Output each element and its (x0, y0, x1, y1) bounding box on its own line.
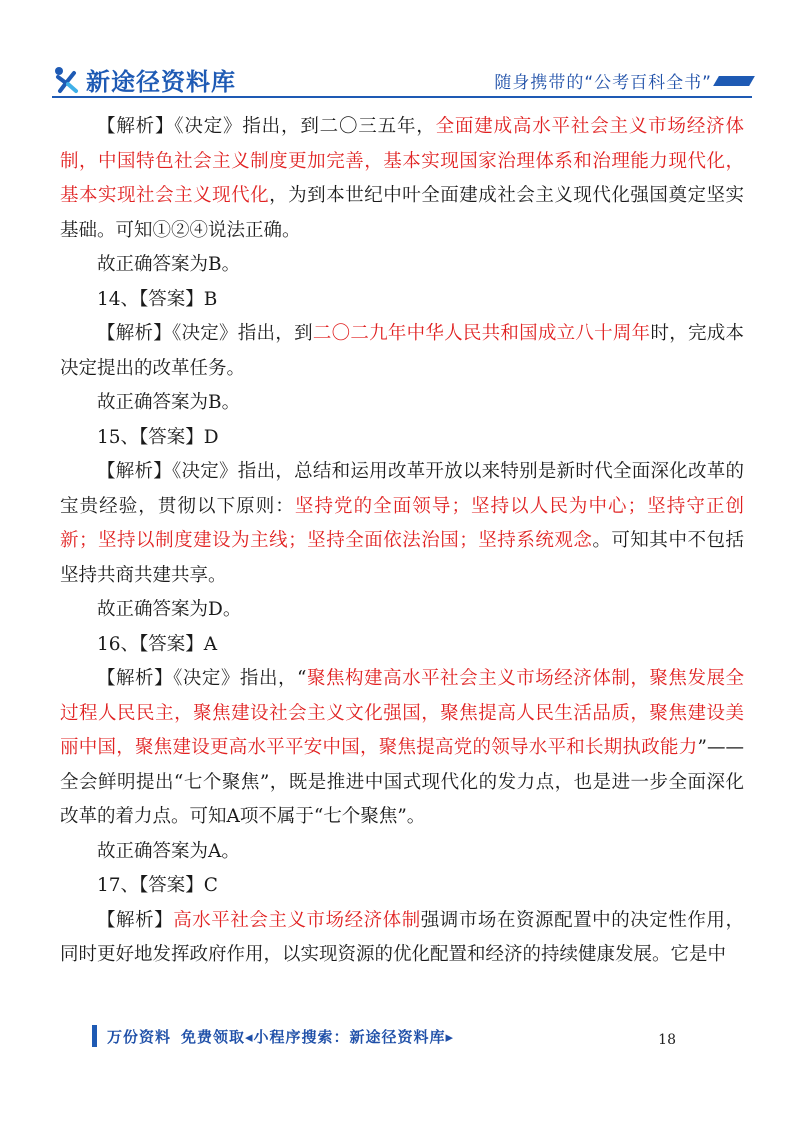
body-text: 【解析】 (97, 909, 174, 931)
footer-promo-part2: 免费领取 (181, 1027, 246, 1046)
highlighted-text: 二〇二九年中华人民共和国成立八十周年 (312, 323, 651, 344)
body-text: 强调市场在资源配置中的决定性作用，同时更好地发挥政府作用，以实现资源的优化配置和经济的持续健康发展。它是中 (60, 909, 744, 965)
body-text: 15、【答案】D (97, 426, 219, 448)
page-footer (92, 1022, 712, 1050)
paragraph (60, 904, 744, 973)
page-number: 18 (658, 1032, 676, 1048)
body-text: 故正确答案为B。 (97, 254, 241, 275)
paragraph (60, 386, 744, 421)
body-text: 14、【答案】B (97, 288, 218, 310)
paragraph (60, 421, 744, 456)
body-text: 【解析】《决定》指出，总结和运用改革开放以来特别是新时代全面深化改革的宝贵经验，贯彻以下原则： (60, 461, 744, 517)
footer-promo-part1: 万份资料 (107, 1027, 172, 1046)
body-text: 时，完成本决定提出的改革任务。 (60, 323, 744, 379)
paragraph (60, 283, 744, 318)
body-text: 【解析】《决定》指出，到 (97, 323, 313, 344)
body-text: 17、【答案】C (97, 875, 218, 896)
logo-text: 新途径资料库 (86, 68, 236, 96)
page-header (52, 56, 752, 100)
body-text: 【解析】《决定》指出，到二〇三五年， (97, 116, 436, 137)
body-text: 故正确答案为D。 (97, 599, 242, 620)
answer-explanations (60, 110, 744, 973)
footer-promo (107, 1026, 454, 1047)
paragraph (60, 593, 744, 628)
body-text: 故正确答案为B。 (97, 392, 241, 413)
header-divider (52, 96, 752, 98)
body-text: 16、【答案】A (97, 633, 218, 655)
highlighted-text: 高水平社会主义市场经济体制 (173, 909, 421, 931)
paragraph (60, 869, 744, 904)
paragraph (60, 455, 744, 593)
paragraph (60, 110, 744, 248)
highlighted-text: 坚持党的全面领导；坚持以人民为中心；坚持守正创新；坚持以制度建设为主线；坚持全面依法治国；坚持系统观念 (60, 495, 744, 551)
body-text: 【解析】《决定》指出，“ (97, 668, 307, 689)
body-text: 故正确答案为A。 (97, 840, 240, 862)
footer-promo-part3: ◂小程序搜索：新途径资料库▸ (245, 1027, 455, 1046)
body-text: 。可知其中不包括坚持共商共建共享。 (60, 530, 744, 586)
paragraph (60, 835, 744, 870)
highlighted-text: 全面建成高水平社会主义市场经济体制，中国特色社会主义制度更加完善，基本实现国家治理体系和治理能力现代化，基本实现社会主义现代化 (60, 116, 744, 206)
footer-accent-bar (92, 1025, 97, 1047)
highlighted-text: 聚焦构建高水平社会主义市场经济体制，聚焦发展全过程人民民主，聚焦建设社会主义文化强国，聚焦提高人民生活品质，聚焦建设美丽中国，聚焦建设更高水平平安中国，聚焦提高党的领导水平和长期执政能力 (60, 668, 744, 758)
paragraph (60, 248, 744, 283)
body-text: ，为到本世纪中叶全面建成社会主义现代化强国奠定坚实基础。可知①②④说法正确。 (60, 185, 744, 241)
paragraph (60, 662, 744, 835)
header-slogan: 随身携带的“公考百科全书” (494, 73, 712, 93)
paragraph (60, 628, 744, 663)
logo-x-icon (52, 65, 82, 95)
paragraph (60, 317, 744, 386)
body-text: ”——全会鲜明提出“七个聚焦”，既是推进中国式现代化的发力点，也是进一步全面深化改革的着力点。可知A项不属于“七个聚焦”。 (60, 737, 744, 827)
slogan-accent-bar (713, 76, 755, 86)
brand-logo (52, 62, 236, 97)
